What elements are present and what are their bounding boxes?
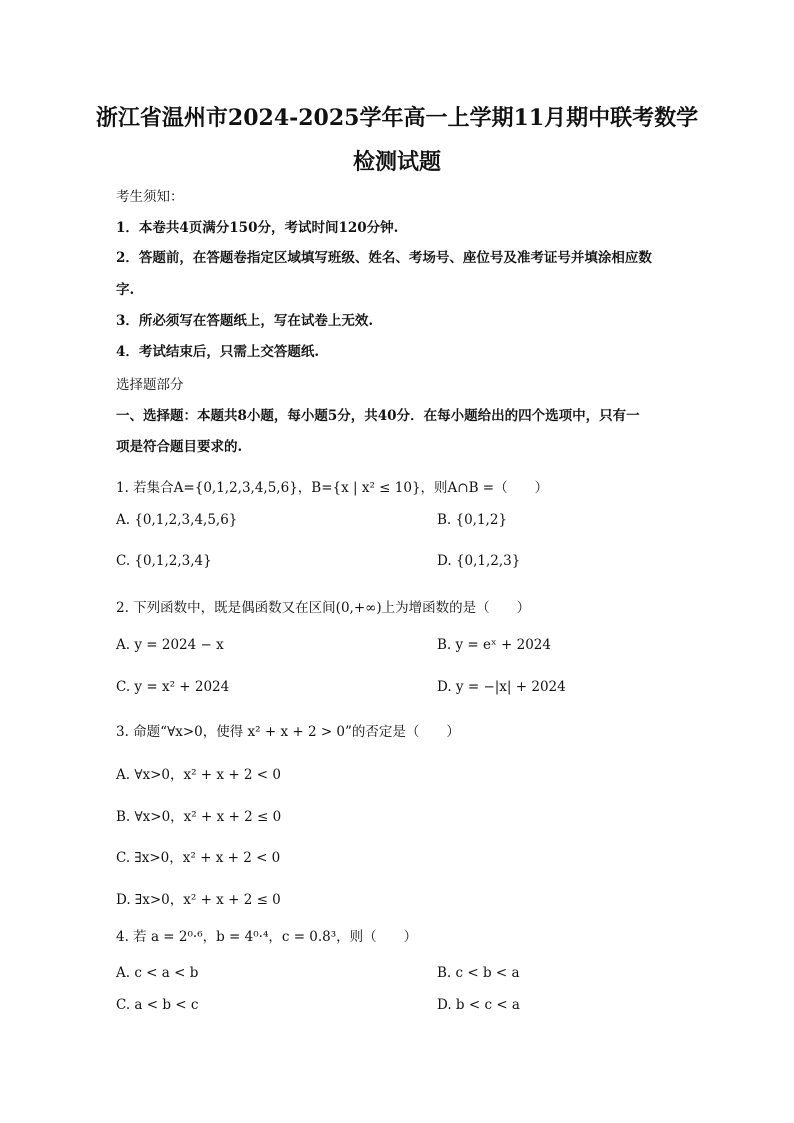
question-4-option-d: D. b < c < a — [437, 997, 520, 1013]
question-4-stem: 4. 若 a = 2⁰·⁶，b = 4⁰·⁴，c = 0.8³，则（ ） — [116, 929, 418, 945]
question-2-stem: 2. 下列函数中，既是偶函数又在区间(0,+∞)上为增函数的是（ ） — [116, 600, 531, 616]
question-4-option-c: C. a < b < c — [116, 997, 199, 1013]
question-2-option-a: A. y = 2024 − x — [116, 637, 224, 653]
page-title-line-1: 浙江省温州市2024-2025学年高一上学期11月期中联考数学 — [95, 105, 699, 131]
section-instruction-line-1: 一、选择题：本题共8小题，每小题5分，共40分．在每小题给出的四个选项中，只有一 — [116, 408, 640, 424]
section-label: 选择题部分 — [116, 377, 184, 393]
question-3-option-c: C. ∃x>0，x² + x + 2 < 0 — [116, 850, 281, 866]
question-2-option-d: D. y = −|x| + 2024 — [437, 679, 566, 695]
question-3-stem: 3. 命题“∀x>0，使得 x² + x + 2 > 0”的否定是（ ） — [116, 724, 460, 740]
notice-item-2: 2．答题前，在答题卷指定区域填写班级、姓名、考场号、座位号及准考证号并填涂相应数 — [116, 250, 652, 266]
question-1-stem: 1. 若集合A={0,1,2,3,4,5,6}，B={x | x² ≤ 10}，则A∩B =（ ） — [116, 480, 549, 496]
notice-item-3: 3．所必须写在答题纸上，写在试卷上无效. — [116, 313, 374, 329]
notice-item-4: 4．考试结束后，只需上交答题纸. — [116, 344, 320, 360]
notice-heading: 考生须知： — [116, 189, 184, 205]
page-title-line-2: 检测试题 — [352, 149, 441, 175]
question-1-option-d: D. {0,1,2,3} — [437, 553, 521, 569]
section-instruction-line-2: 项是符合题目要求的. — [116, 439, 243, 455]
question-1-option-a: A. {0,1,2,3,4,5,6} — [116, 512, 238, 528]
question-4-option-b: B. c < b < a — [437, 965, 520, 981]
question-1-option-c: C. {0,1,2,3,4} — [116, 553, 212, 569]
notice-item-1: 1．本卷共4页满分150分，考试时间120分钟. — [116, 220, 399, 236]
question-3-option-b: B. ∀x>0，x² + x + 2 ≤ 0 — [116, 809, 282, 825]
question-1-option-b: B. {0,1,2} — [437, 512, 508, 528]
question-3-option-a: A. ∀x>0，x² + x + 2 < 0 — [116, 767, 281, 783]
question-2-option-c: C. y = x² + 2024 — [116, 679, 230, 695]
question-3-option-d: D. ∃x>0，x² + x + 2 ≤ 0 — [116, 892, 281, 908]
question-2-option-b: B. y = eˣ + 2024 — [437, 637, 551, 653]
question-4-option-a: A. c < a < b — [116, 965, 199, 981]
notice-item-2-cont: 字. — [116, 282, 135, 298]
